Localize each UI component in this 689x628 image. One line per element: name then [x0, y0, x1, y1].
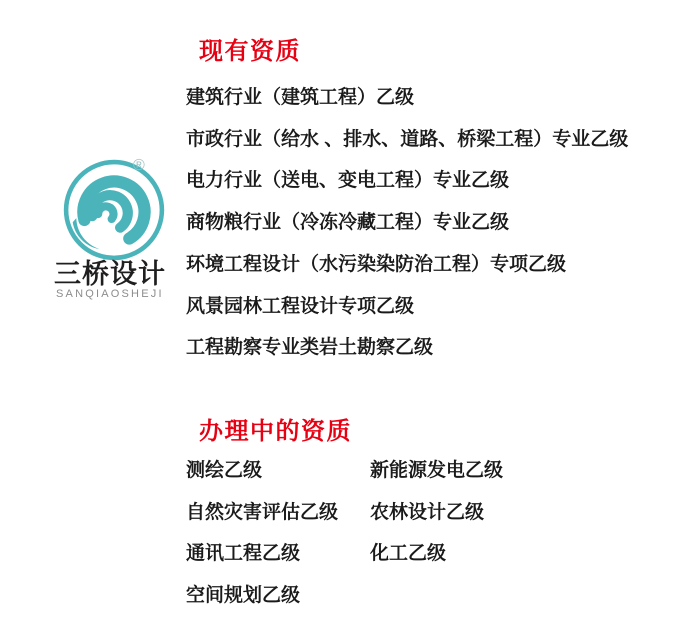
pending-qualifications-heading: 办理中的资质 — [199, 418, 352, 445]
qualification-item: 化工乙级 — [370, 543, 447, 565]
qualification-item: 新能源发电乙级 — [370, 460, 504, 481]
company-name-chinese: 三桥设计 — [54, 259, 166, 289]
qualification-item — [370, 575, 503, 617]
qualification-item: 环境工程设计（水污染染防治工程）专项乙级 — [186, 253, 567, 275]
qualification-item: 通讯工程乙级 — [186, 543, 301, 565]
qualification-item: 电力行业（送电、变电工程）专业乙级 — [186, 170, 510, 192]
existing-qualifications-heading: 现有资质 — [199, 38, 301, 65]
wave-circle-icon — [61, 157, 167, 263]
qualification-item: 工程勘察专业类岩土勘察乙级 — [186, 337, 434, 359]
qualification-item: 自然灾害评估乙级 — [186, 501, 339, 523]
qualification-item: 市政行业（给水 、排水、道路、桥梁工程）专业乙级 — [186, 128, 629, 150]
registered-trademark-icon: ® — [133, 157, 145, 174]
qualification-item: 建筑行业（建筑工程）乙级 — [186, 87, 415, 108]
qualification-item: 风景园林工程设计专项乙级 — [186, 295, 415, 317]
pending-qualifications-list — [186, 450, 503, 617]
existing-qualifications-list — [186, 77, 628, 369]
qualification-item: 空间规划乙级 — [186, 585, 301, 607]
qualification-item: 商物粮行业（冷冻冷藏工程）专业乙级 — [186, 212, 510, 234]
qualification-item: 测绘乙级 — [186, 460, 263, 481]
company-name-english: SANQIAOSHEJI — [56, 288, 164, 300]
qualification-item: 农林设计乙级 — [370, 501, 485, 523]
